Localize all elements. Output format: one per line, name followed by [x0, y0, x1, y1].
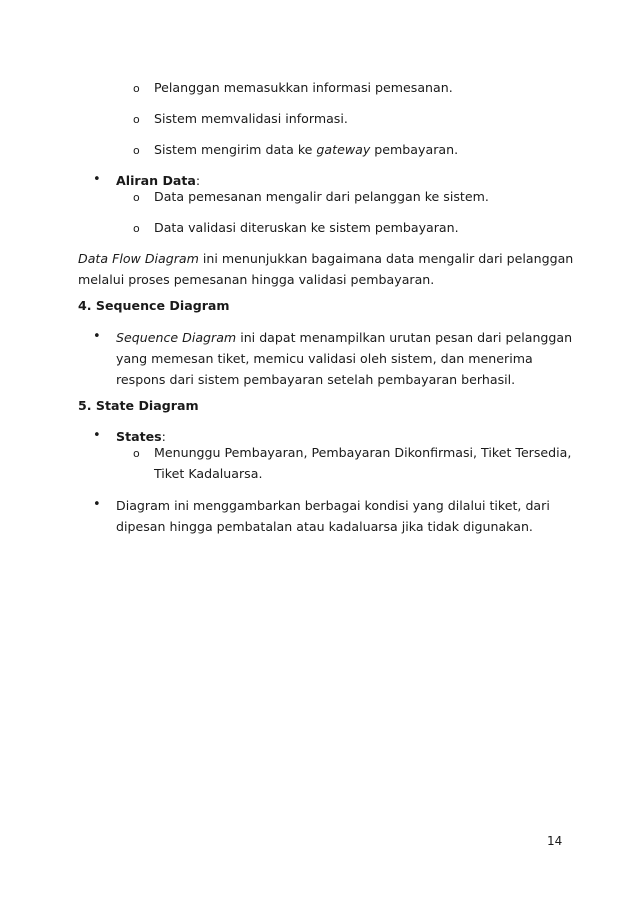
paragraph-line [78, 248, 573, 269]
text-run: : [161, 429, 166, 444]
sub-list-item [154, 139, 458, 160]
text-run: : [195, 173, 201, 188]
sub-list-item: Pelanggan memasukkan informasi pemesanan. [154, 80, 453, 95]
text-run: pembayaran. [370, 142, 459, 157]
text-run: ini dapat menampilkan urutan pesan dari pelanggan [236, 330, 573, 345]
sub-bullet-marker: o [133, 191, 140, 204]
sub-list-item: Data validasi diteruskan ke sistem pembayaran. [154, 220, 459, 235]
italic-term: Sequence Diagram [116, 330, 237, 345]
text-run: Sistem mengirim data ke [154, 142, 317, 157]
sub-list-line: Tiket Kadaluarsa. [154, 466, 263, 481]
sub-list-item: Data pemesanan mengalir dari pelanggan ke sistem. [154, 189, 489, 204]
bullet-line: Diagram ini menggambarkan berbagai kondisi yang dilalui tiket, dari [116, 498, 550, 513]
sub-bullet-marker: o [133, 113, 140, 126]
bullet-line [116, 327, 572, 348]
bold-term: States [116, 429, 162, 444]
sub-list-item: Sistem memvalidasi informasi. [154, 111, 348, 126]
sub-bullet-marker: o [133, 82, 140, 95]
text-run: ini menunjukkan bagaimana data mengalir dari pelanggan [198, 251, 574, 266]
sub-bullet-marker: o [133, 144, 140, 157]
section-heading: 5. State Diagram [78, 398, 199, 413]
sub-bullet-marker: o [133, 222, 140, 235]
bullet-marker: • [93, 172, 101, 187]
bullet-marker: • [93, 428, 101, 443]
bullet-marker: • [93, 329, 101, 344]
bullet-line: yang memesan tiket, memicu validasi oleh sistem, dan menerima [116, 351, 533, 366]
italic-term: Data Flow Diagram [78, 251, 199, 266]
bullet-marker: • [93, 497, 101, 512]
bold-term: Aliran Data [116, 173, 196, 188]
section-heading: 4. Sequence Diagram [78, 298, 230, 313]
paragraph-line: melalui proses pemesanan hingga validasi pembayaran. [78, 272, 435, 287]
page-number: 14 [547, 834, 563, 848]
sub-bullet-marker: o [133, 447, 140, 460]
italic-term: gateway [316, 142, 371, 157]
sub-list-line: Menunggu Pembayaran, Pembayaran Dikonfirmasi, Tiket Tersedia, [154, 445, 572, 460]
bullet-line: respons dari sistem pembayaran setelah pembayaran berhasil. [116, 372, 516, 387]
bullet-line: dipesan hingga pembatalan atau kadaluarsa jika tidak digunakan. [116, 519, 533, 534]
